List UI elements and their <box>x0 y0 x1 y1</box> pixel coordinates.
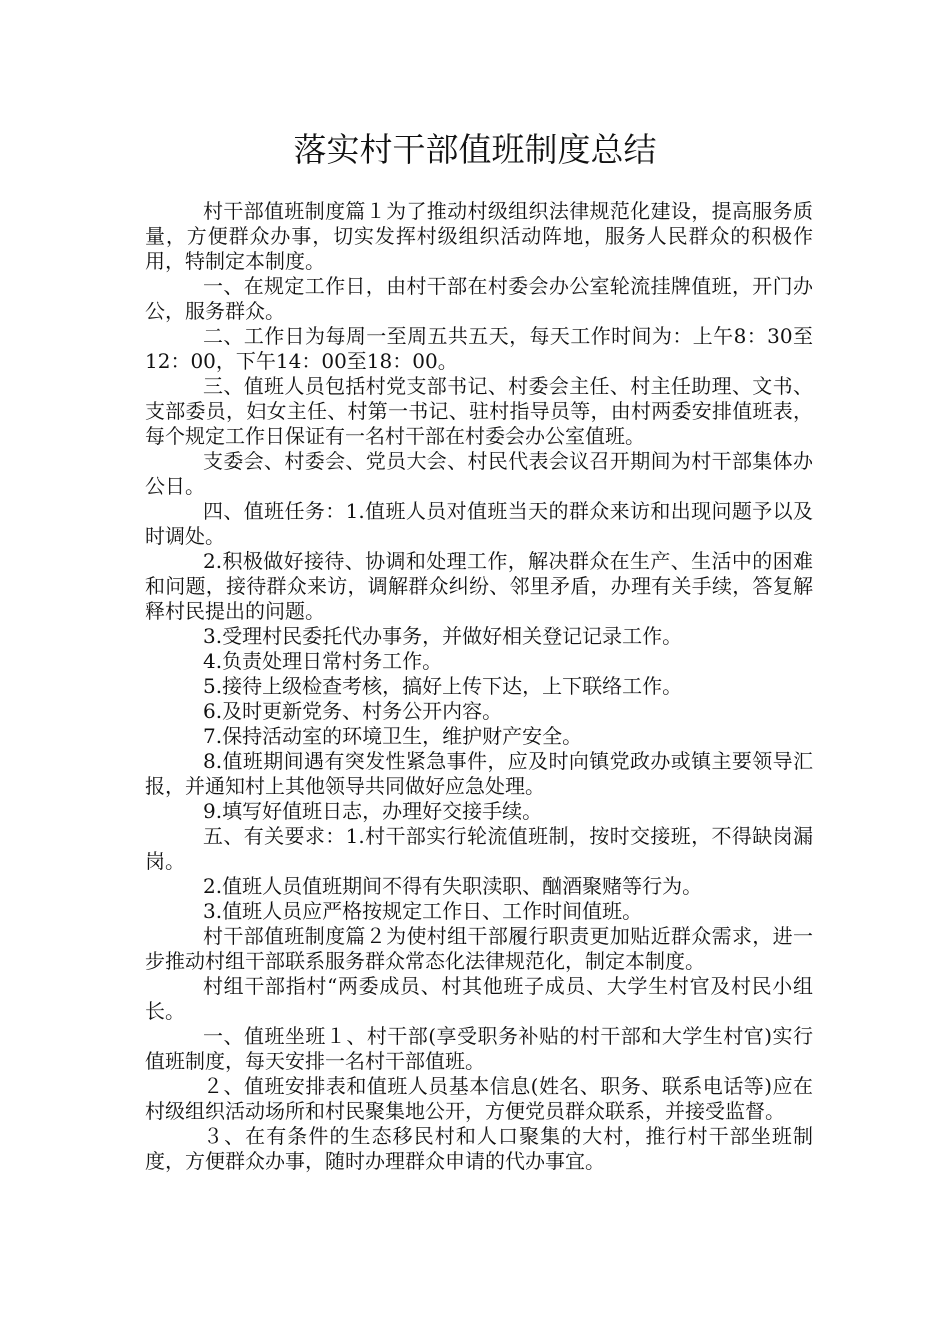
paragraph: 3.值班人员应严格按规定工作日、工作时间值班。 <box>203 899 643 923</box>
paragraph: 村干部值班制度篇２为使村组干部履行职责更加贴近群众需求，进一步推动村组干部联系服务群众常态化法律规范化，制定本制度。 <box>145 924 813 973</box>
paragraph: 2.积极做好接待、协调和处理工作，解决群众在生产、生活中的困难和问题，接待群众来访，调解群众纠纷、邻里矛盾，办理有关手续，答复解释村民提出的问题。 <box>145 549 813 623</box>
paragraph: 4.负责处理日常村务工作。 <box>203 649 443 673</box>
paragraph: 6.及时更新党务、村务公开内容。 <box>203 699 503 723</box>
paragraph: 一、在规定工作日，由村干部在村委会办公室轮流挂牌值班，开门办公，服务群众。 <box>145 274 813 323</box>
paragraph: 四、值班任务：1.值班人员对值班当天的群众来访和出现问题予以及时调处。 <box>145 499 813 548</box>
paragraph: 一、值班坐班１、村干部(享受职务补贴的村干部和大学生村官)实行值班制度，每天安排一名村干部值班。 <box>145 1024 813 1073</box>
paragraph: 7.保持活动室的环境卫生，维护财产安全。 <box>203 724 583 748</box>
paragraph: 村组干部指村“两委成员、村其他班子成员、大学生村官及村民小组长。 <box>145 974 813 1023</box>
paragraph: 二、工作日为每周一至周五共五天，每天工作时间为：上午8：30至12：00，下午14：00至18：00。 <box>145 324 813 373</box>
document-title: 落实村干部值班制度总结 <box>293 130 657 169</box>
document-body <box>145 199 813 1174</box>
paragraph: 2.值班人员值班期间不得有失职渎职、酗酒聚赌等行为。 <box>203 874 703 898</box>
paragraph: 三、值班人员包括村党支部书记、村委会主任、村主任助理、文书、支部委员，妇女主任、村第一书记、驻村指导员等，由村两委安排值班表，每个规定工作日保证有一名村干部在村委会办公室值班。 <box>145 374 813 448</box>
paragraph: ３、在有条件的生态移民村和人口聚集的大村，推行村干部坐班制度，方便群众办事，随时办理群众申请的代办事宜。 <box>145 1124 813 1173</box>
paragraph: 5.接待上级检查考核，搞好上传下达，上下联络工作。 <box>203 674 683 698</box>
paragraph: 村干部值班制度篇１为了推动村级组织法律规范化建设，提高服务质量，方便群众办事，切实发挥村级组织活动阵地，服务人民群众的积极作用，特制定本制度。 <box>145 199 813 273</box>
paragraph: 8.值班期间遇有突发性紧急事件，应及时向镇党政办或镇主要领导汇报，并通知村上其他领导共同做好应急处理。 <box>145 749 813 798</box>
paragraph: ２、值班安排表和值班人员基本信息(姓名、职务、联系电话等)应在村级组织活动场所和村民聚集地公开，方便党员群众联系，并接受监督。 <box>145 1074 813 1123</box>
paragraph: 五、有关要求：1.村干部实行轮流值班制，按时交接班，不得缺岗漏岗。 <box>145 824 813 873</box>
paragraph: 3.受理村民委托代办事务，并做好相关登记记录工作。 <box>203 624 683 648</box>
paragraph: 支委会、村委会、党员大会、村民代表会议召开期间为村干部集体办公日。 <box>145 449 813 498</box>
paragraph: 9.填写好值班日志，办理好交接手续。 <box>203 799 543 823</box>
